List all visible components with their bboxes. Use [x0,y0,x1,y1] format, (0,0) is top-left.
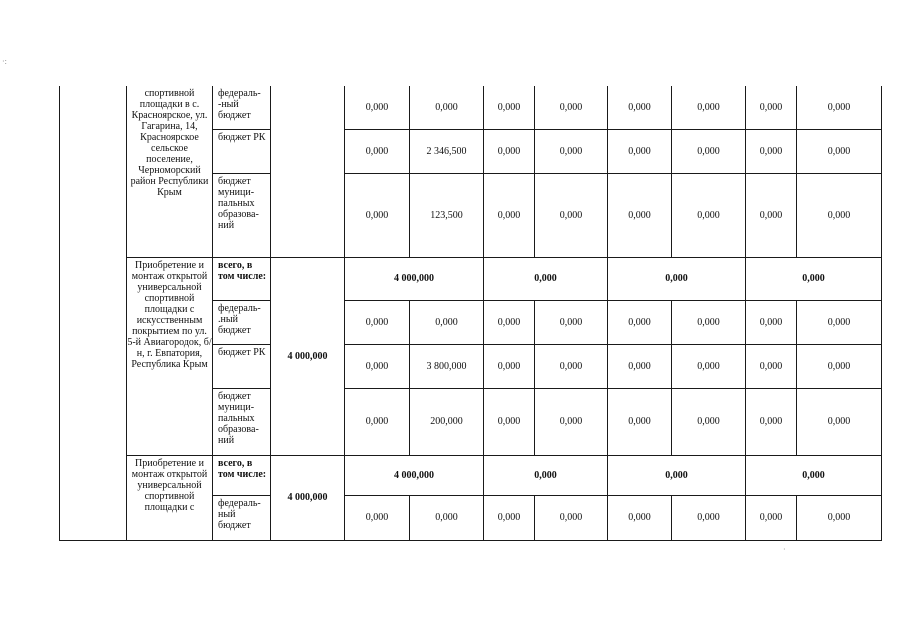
funding-source-cell: федераль- .ный бюджет [213,300,271,344]
value-cell: 0,000 [345,300,410,344]
value-cell: 0,000 [484,129,535,173]
value-cell: 0,000 [535,173,608,257]
summary-cell: 4 000,000 [345,455,484,495]
value-cell: 0,000 [672,388,746,455]
value-cell: 0,000 [535,300,608,344]
funding-source-cell: всего, в том числе: [213,257,271,300]
value-cell: 0,000 [608,300,672,344]
value-cell: 0,000 [484,300,535,344]
blank-number-cell [60,86,127,540]
project-name-cell: Приобретение и монтаж открытой универсальной спортивной площадки с искусственным покрытием по ул. 5-й Авиагородок, б/н, г. Евпатория, Республика Крым [127,257,213,455]
value-cell: 0,000 [410,86,484,129]
funding-source-cell: федераль- -ный бюджет [213,86,271,129]
value-cell: 200,000 [410,388,484,455]
value-cell: 0,000 [797,173,882,257]
value-cell: 0,000 [797,86,882,129]
budget-table [59,86,882,541]
value-cell: 0,000 [672,173,746,257]
value-cell: 0,000 [608,495,672,540]
project-total-cell [271,86,345,257]
funding-source-cell: бюджет РК [213,344,271,388]
value-cell: 0,000 [345,344,410,388]
value-cell: 0,000 [410,495,484,540]
value-cell: 0,000 [746,344,797,388]
summary-cell: 0,000 [746,257,882,300]
value-cell: 2 346,500 [410,129,484,173]
value-cell: 0,000 [797,495,882,540]
funding-source-cell: бюджет муници- пальных образова- ний [213,173,271,257]
summary-cell: 0,000 [746,455,882,495]
value-cell: 0,000 [345,173,410,257]
value-cell: 0,000 [672,129,746,173]
value-cell: 123,500 [410,173,484,257]
value-cell: 0,000 [484,86,535,129]
value-cell: 0,000 [608,129,672,173]
value-cell: 0,000 [797,129,882,173]
value-cell: 0,000 [484,173,535,257]
table-row [60,257,882,300]
table-row [60,86,882,129]
summary-cell: 0,000 [484,455,608,495]
summary-cell: 0,000 [608,257,746,300]
project-total-cell: 4 000,000 [271,257,345,455]
funding-source-cell: бюджет муници- пальных образова- ний [213,388,271,455]
value-cell: 0,000 [672,86,746,129]
value-cell: 0,000 [746,495,797,540]
summary-cell: 0,000 [608,455,746,495]
value-cell: 0,000 [484,495,535,540]
value-cell: 0,000 [672,300,746,344]
summary-cell: 0,000 [484,257,608,300]
table-row [60,455,882,495]
value-cell: 0,000 [608,388,672,455]
value-cell: 0,000 [746,86,797,129]
value-cell: 0,000 [535,344,608,388]
value-cell: 0,000 [746,300,797,344]
value-cell: 0,000 [608,344,672,388]
project-total-cell: 4 000,000 [271,455,345,540]
value-cell: 0,000 [746,129,797,173]
value-cell: 0,000 [797,344,882,388]
scan-mark: ·: [2,57,7,66]
value-cell: 0,000 [484,388,535,455]
value-cell: 0,000 [746,173,797,257]
value-cell: 0,000 [672,344,746,388]
value-cell: 0,000 [345,388,410,455]
value-cell: 0,000 [797,388,882,455]
value-cell: 0,000 [345,129,410,173]
value-cell: 0,000 [535,495,608,540]
value-cell: 0,000 [535,129,608,173]
scan-mark: · [783,545,786,554]
funding-source-cell: всего, в том числе: [213,455,271,495]
value-cell: 0,000 [535,86,608,129]
summary-cell: 4 000,000 [345,257,484,300]
value-cell: 0,000 [535,388,608,455]
funding-source-cell: бюджет РК [213,129,271,173]
value-cell: 3 800,000 [410,344,484,388]
value-cell: 0,000 [608,86,672,129]
value-cell: 0,000 [345,495,410,540]
value-cell: 0,000 [484,344,535,388]
project-name-cell: спортивной площадки в с. Красноярское, ул. Гагарина, 14, Красноярское сельское поселение, Черноморский район Республики Крым [127,86,213,257]
value-cell: 0,000 [608,173,672,257]
value-cell: 0,000 [672,495,746,540]
value-cell: 0,000 [410,300,484,344]
value-cell: 0,000 [746,388,797,455]
project-name-cell: Приобретение и монтаж открытой универсальной спортивной площадки с [127,455,213,540]
value-cell: 0,000 [797,300,882,344]
value-cell: 0,000 [345,86,410,129]
funding-source-cell: федераль- ный бюджет [213,495,271,540]
